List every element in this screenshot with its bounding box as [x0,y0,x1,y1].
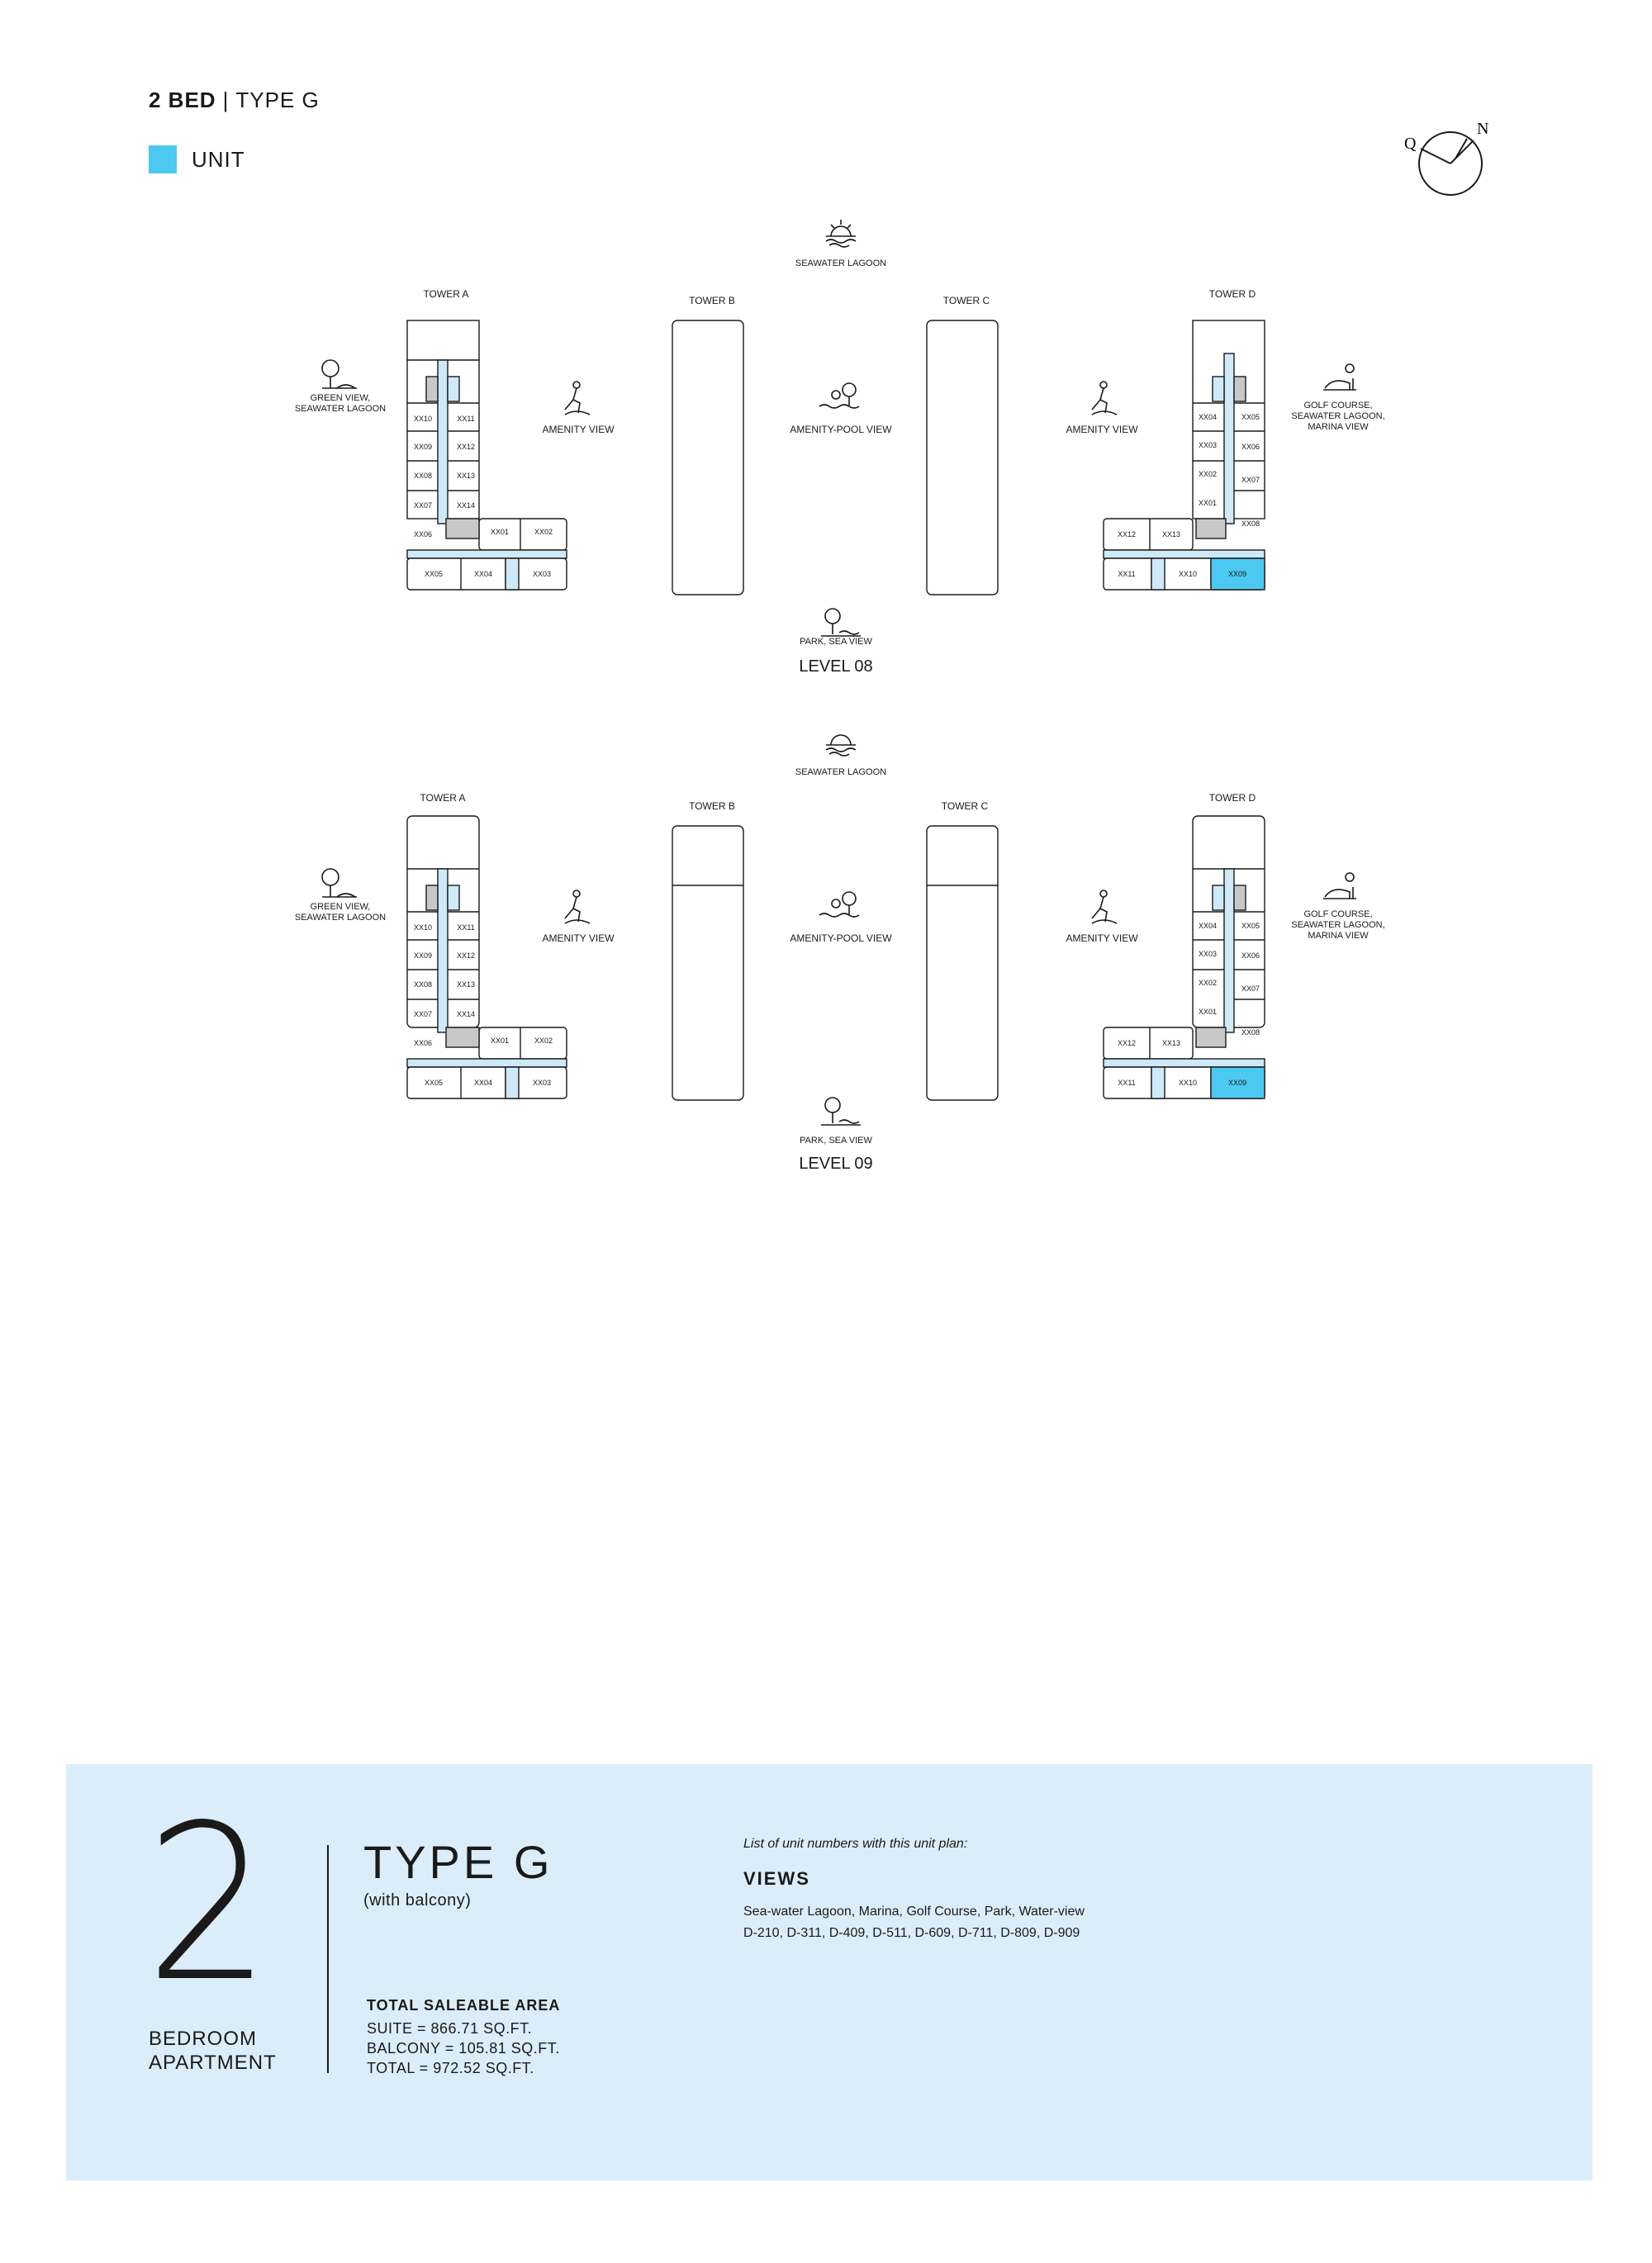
unit-label: XX06 [413,1039,433,1047]
unit-legend-label: UNIT [192,146,245,172]
unit-label: XX12 [456,443,476,451]
unit-label: XX01 [490,1037,510,1045]
unit-label: XX05 [424,570,444,578]
unit-label: XX14 [456,501,476,510]
unit-label: XX09 [413,443,433,451]
view-park-sea: PARK, SEA VIEW [800,1136,872,1146]
view-seawater-lagoon: SEAWATER LAGOON [795,767,887,777]
unit-label: XX08 [1241,1028,1260,1037]
unit-label: XX01 [1198,499,1218,507]
views-list: Sea-water Lagoon, Marina, Golf Course, Park, Water-view [743,1905,1085,1919]
views-heading: VIEWS [743,1868,810,1889]
header-separator: | [222,88,230,112]
area-title: TOTAL SALEABLE AREA [367,1997,561,2014]
bedroom-count: 2 [145,1780,272,2029]
unit-label: XX11 [457,415,475,423]
unit-label: XX06 [413,530,433,538]
view-amenity-right: AMENITY VIEW [1066,932,1138,944]
amenity-pool-icon [819,892,859,917]
tower-c-label: TOWER C [941,800,989,812]
divider [327,1845,329,2073]
unit-numbers: D-210, D-311, D-409, D-511, D-609, D-711, D-809, D-909 [743,1926,1080,1940]
unit-label: XX03 [532,1079,552,1087]
green-view-icon [322,360,357,388]
unit-label: XX09 [1227,1079,1247,1087]
view-seawater-lagoon: SEAWATER LAGOON [795,259,887,268]
view-amenity-right: AMENITY VIEW [1066,424,1138,435]
park-sea-icon [821,1098,861,1125]
view-amenity-left: AMENITY VIEW [542,424,615,435]
apartment-text: APARTMENT [149,2052,277,2074]
view-amenity-pool: AMENITY-POOL VIEW [790,932,892,944]
unit-label: XX03 [1198,441,1218,449]
level-08-label: LEVEL 08 [799,657,873,676]
unit-list-title: List of unit numbers with this unit plan: [743,1837,968,1851]
tower-a-plan [407,320,567,590]
unit-label: XX09 [1227,570,1247,578]
unit-label: XX03 [1198,950,1218,958]
amenity-left-icon [565,890,590,923]
tower-d-plan [1104,816,1265,1098]
view-golf-line2: SEAWATER LAGOON, [1291,411,1385,421]
total-area: TOTAL = 972.52 SQ.FT. [367,2060,534,2076]
amenity-left-icon [565,382,590,415]
unit-label: XX06 [1241,951,1260,960]
bed-count: 2 BED [149,88,216,112]
unit-label: XX10 [1178,570,1198,578]
unit-label: XX11 [1118,1079,1136,1087]
unit-legend-swatch [149,145,177,173]
unit-label: XX03 [532,570,552,578]
unit-label: XX07 [413,501,433,510]
unit-label: XX05 [1241,413,1260,421]
unit-label: XX12 [1117,530,1137,538]
unit-label: XX10 [1178,1079,1198,1087]
unit-label: XX13 [1161,530,1181,538]
green-view-icon [322,869,357,897]
tower-d-label: TOWER D [1208,288,1256,300]
compass-icon [1396,116,1495,206]
unit-label: XX05 [424,1079,444,1087]
view-golf-line2: SEAWATER LAGOON, [1291,920,1385,930]
view-park-sea: PARK, SEA VIEW [800,637,872,647]
unit-label: XX13 [456,980,476,989]
unit-label: XX04 [473,1079,493,1087]
park-sea-icon [821,609,861,636]
level-08-plan [0,215,1652,694]
unit-type: TYPE G [235,88,320,112]
page-header [149,88,320,113]
tower-c-plan [927,320,998,595]
level-09-plan [0,723,1652,1203]
legend [149,145,245,173]
view-green-left-line1: GREEN VIEW, [310,393,371,403]
unit-label: XX10 [413,415,433,423]
unit-label: XX02 [1198,979,1218,987]
unit-label: XX02 [534,528,553,536]
unit-label: XX07 [1241,476,1260,484]
compass-q-letter: Q [1404,135,1417,153]
unit-label: XX04 [473,570,493,578]
type-title: TYPE G [363,1836,553,1888]
view-green-left-line2: SEAWATER LAGOON [294,404,387,414]
view-green-left-line2: SEAWATER LAGOON [294,913,387,923]
amenity-right-icon [1092,890,1117,923]
view-golf-line3: MARINA VIEW [1308,422,1369,432]
unit-label: XX04 [1198,413,1218,421]
unit-label: XX12 [456,951,476,960]
unit-label: XX01 [1198,1008,1218,1016]
tower-a-label: TOWER A [420,792,466,804]
unit-label: XX12 [1117,1039,1137,1047]
unit-label: XX07 [413,1010,433,1018]
unit-label: XX08 [413,472,433,480]
tower-b-label: TOWER B [689,800,735,812]
unit-label: XX02 [534,1037,553,1045]
unit-label: XX05 [1241,922,1260,930]
tower-b-label: TOWER B [689,295,735,306]
balcony-area: BALCONY = 105.81 SQ.FT. [367,2040,560,2057]
amenity-right-icon [1092,382,1117,415]
tower-b-plan [672,826,743,1100]
view-golf-line1: GOLF COURSE, [1303,401,1373,410]
bedroom-apartment-label [149,2027,277,2075]
unit-label: XX09 [413,951,433,960]
type-subtitle: (with balcony) [363,1891,472,1910]
view-golf-line3: MARINA VIEW [1308,931,1369,941]
tower-b-plan [672,320,743,595]
golf-course-icon [1323,873,1356,899]
tower-d-plan [1104,320,1265,590]
view-golf-line1: GOLF COURSE, [1303,909,1373,919]
unit-label: XX13 [1161,1039,1181,1047]
unit-label: XX13 [456,472,476,480]
level-09-label: LEVEL 09 [799,1155,873,1173]
bedroom-text: BEDROOM [149,2028,258,2050]
unit-label: XX04 [1198,922,1218,930]
tower-d-label: TOWER D [1208,792,1256,804]
tower-a-label: TOWER A [423,288,469,300]
unit-label: XX08 [1241,519,1260,528]
view-amenity-left: AMENITY VIEW [542,932,615,944]
unit-label: XX01 [490,528,510,536]
unit-label: XX02 [1198,470,1218,478]
seawater-lagoon-icon [826,220,856,247]
tower-c-label: TOWER C [942,295,990,306]
unit-label: XX07 [1241,984,1260,993]
unit-label: XX08 [413,980,433,989]
unit-label: XX11 [457,923,475,932]
unit-label: XX06 [1241,443,1260,451]
compass-n-letter: N [1477,120,1489,138]
unit-label: XX11 [1118,570,1136,578]
unit-label: XX14 [456,1010,476,1018]
unit-label: XX10 [413,923,433,932]
unit-info-panel [66,1764,1593,2180]
golf-course-icon [1323,364,1356,390]
view-green-left-line1: GREEN VIEW, [310,902,371,912]
view-amenity-pool: AMENITY-POOL VIEW [790,424,892,435]
tower-c-plan [927,826,998,1100]
suite-area: SUITE = 866.71 SQ.FT. [367,2020,533,2037]
seawater-lagoon-icon [826,735,856,756]
amenity-pool-icon [819,383,859,408]
